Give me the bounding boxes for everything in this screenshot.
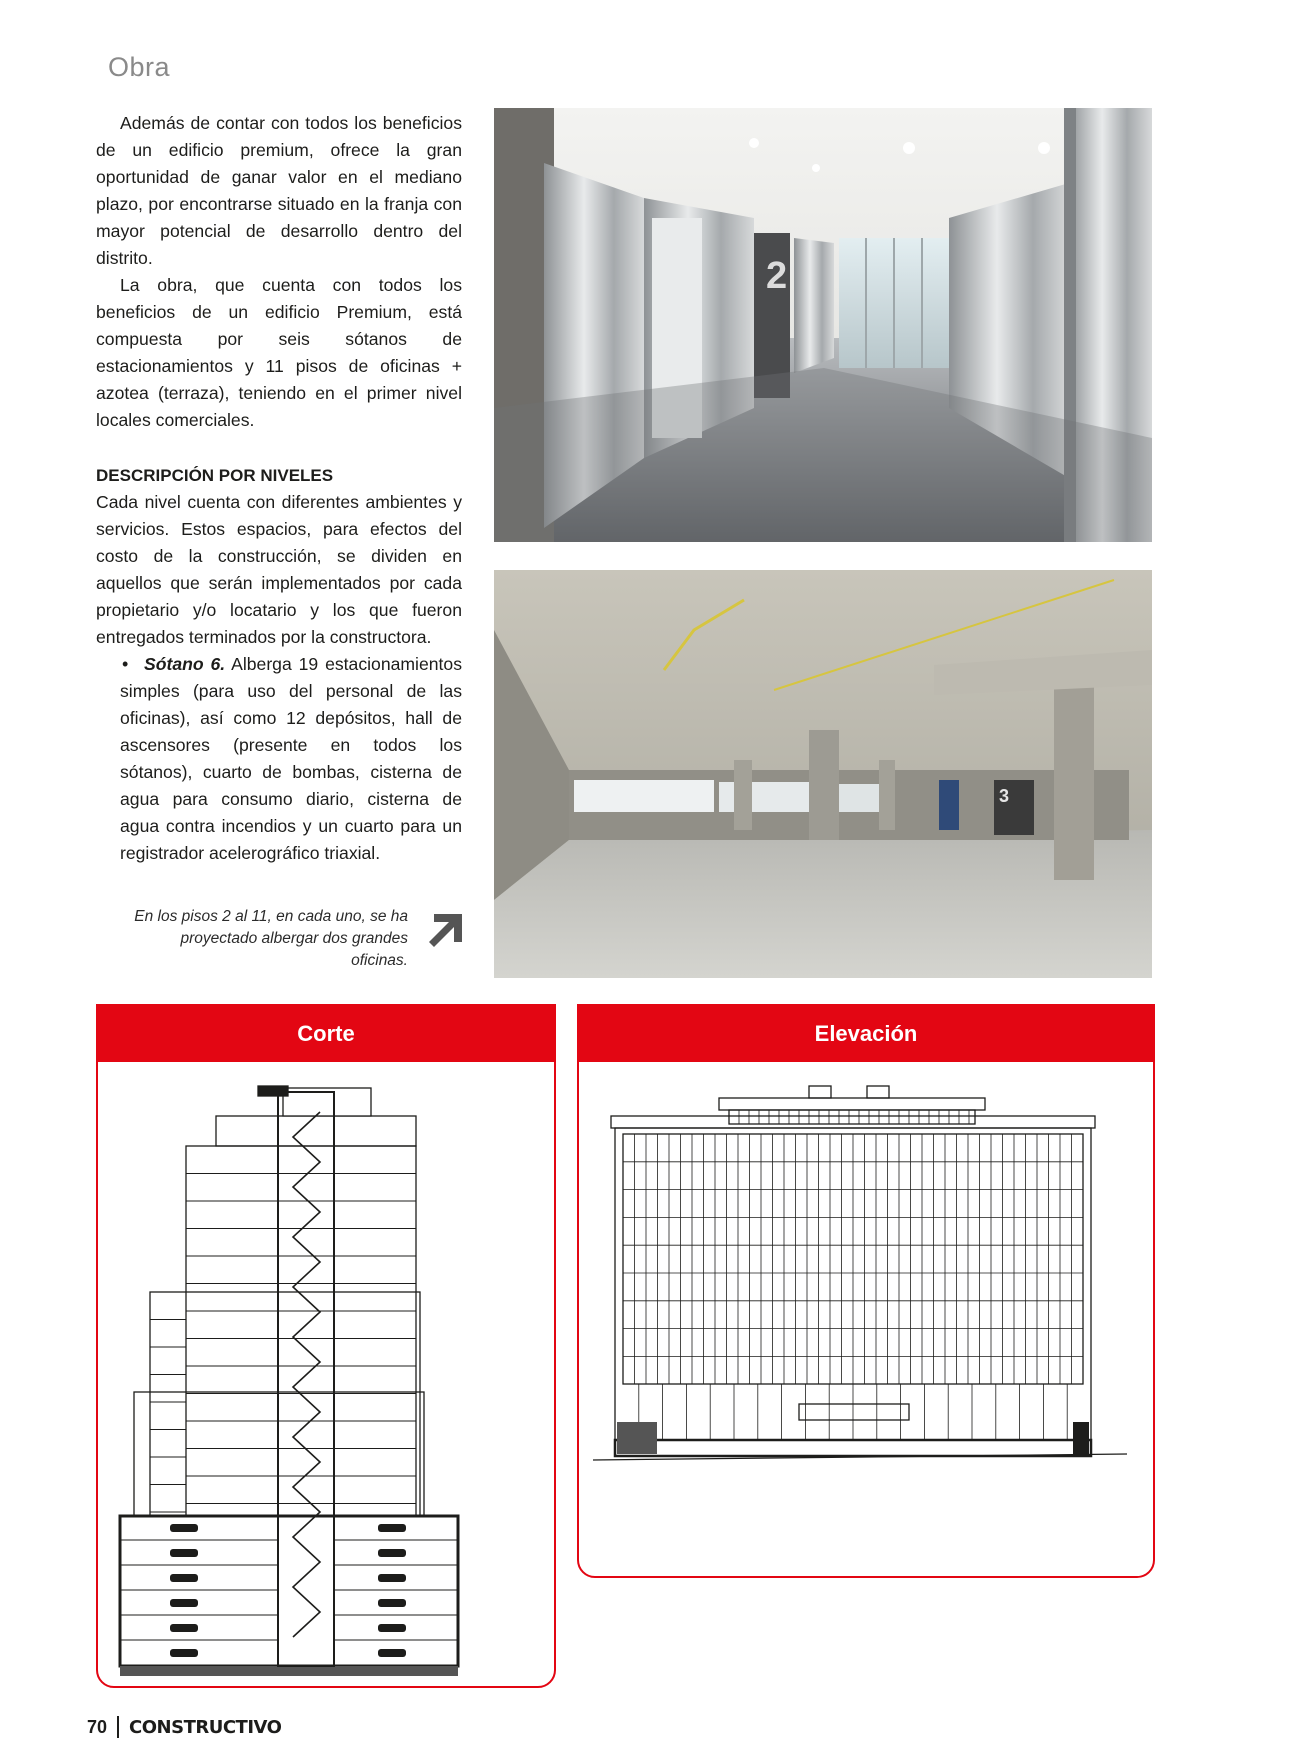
bullet-title: Sótano 6. [144, 654, 226, 674]
footer-divider [117, 1716, 119, 1738]
article-column [96, 110, 462, 867]
floor-number-3: 3 [999, 786, 1010, 806]
photo-caption: En los pisos 2 al 11, en cada uno, se ha proyectado albergar dos grandes oficinas. [134, 908, 408, 969]
page-footer [87, 1716, 281, 1738]
bullet-text: Alberga 19 estacionamientos simples (para uso del personal de las oficinas), así como 12 depósitos, hall de ascensores (presente en todos los sótanos), cuarto de bombas, cisterna de agua para consumo diario, cisterna de agua contra incendios y un cuarto para un registrador acelerográfico triaxial. [120, 654, 462, 863]
section-heading: DESCRIPCIÓN POR NIVELES [96, 466, 334, 485]
elevation-drawing-title: Elevación [579, 1006, 1153, 1062]
section-drawing-title: Corte [98, 1006, 554, 1062]
magazine-brand: CONSTRUCTIVO [129, 1716, 282, 1738]
floor-number-2: 2 [766, 255, 788, 297]
article-paragraph-1: Además de contar con todos los beneficios de un edificio premium, ofrece la gran oportunidad de ganar valor en el mediano plazo, por encontrarse situado en la franja con mayor potencial de desarrollo dentro del distrito. [96, 113, 462, 268]
section-label: Obra [108, 52, 171, 82]
elevation-drawing-panel [577, 1004, 1155, 1578]
section-drawing [98, 1062, 550, 1682]
page-number: 70 [87, 1716, 108, 1737]
elevation-drawing [579, 1062, 1149, 1574]
arrow-up-right-icon [426, 912, 464, 950]
bullet-item [96, 651, 462, 867]
article-paragraph-3: Cada nivel cuenta con diferentes ambientes y servicios. Estos espacios, para efectos del costo de la construcción, se dividen en aquellos que serán implementados por cada propietario y/o locatario y los que fueron entregados terminados por la constructora. [96, 492, 462, 647]
article-paragraph-2: La obra, que cuenta con todos los beneficios de un edificio Premium, está compuesta por seis sótanos de estacionamientos y 11 pisos de oficinas + azotea (terraza), teniendo en el primer nivel locales comerciales. [96, 275, 462, 430]
section-drawing-panel [96, 1004, 556, 1688]
lobby-photo [494, 108, 1152, 542]
basement-photo [494, 570, 1152, 978]
